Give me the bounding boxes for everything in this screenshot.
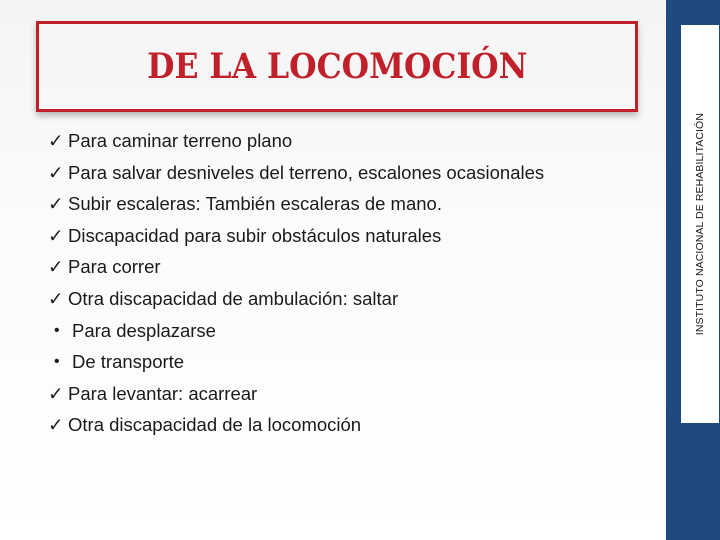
list-item-text: Subir escaleras: También escaleras de mano.: [68, 193, 442, 215]
check-icon: ✓: [48, 130, 64, 151]
list-item-text: Para desplazarse: [72, 319, 216, 341]
list-item: [48, 125, 544, 157]
title-box: [36, 21, 638, 112]
list-item-text: Para salvar desniveles del terreno, escalones ocasionales: [68, 161, 545, 183]
list-item: [48, 346, 544, 378]
check-icon: ✓: [48, 382, 64, 404]
check-icon: ✓: [48, 287, 64, 309]
list-item-text: Otra discapacidad de la locomoción: [68, 414, 362, 436]
check-icon: ✓: [48, 161, 64, 183]
list-item: [48, 251, 544, 283]
list-item: [48, 188, 544, 220]
list-item-text: Para caminar terreno plano: [68, 130, 293, 151]
bullet-list: [48, 125, 544, 441]
check-icon: ✓: [48, 193, 64, 215]
slide-title: DE LA LOCOMOCIÓN: [146, 46, 528, 87]
list-item-text: Otra discapacidad de ambulación: saltar: [68, 287, 399, 309]
list-item-text: Discapacidad para subir obstáculos naturales: [68, 224, 442, 246]
list-item-text: Para levantar: acarrear: [68, 382, 258, 404]
check-icon: ✓: [48, 414, 64, 436]
list-item: [48, 283, 544, 315]
list-item-text: Para correr: [68, 256, 161, 278]
list-item: [48, 315, 544, 347]
list-item: [48, 378, 544, 410]
dot-icon: •: [54, 353, 60, 371]
list-item-text: De transporte: [72, 351, 185, 373]
check-icon: ✓: [48, 224, 64, 246]
list-item: [48, 157, 544, 189]
sidebar-label-box: [681, 25, 719, 423]
list-item: [48, 409, 544, 441]
dot-icon: •: [54, 321, 60, 339]
institution-label: INSTITUTO NACIONAL DE REHABILITACIÓN: [694, 112, 706, 336]
check-icon: ✓: [48, 256, 64, 278]
list-item: [48, 220, 544, 252]
